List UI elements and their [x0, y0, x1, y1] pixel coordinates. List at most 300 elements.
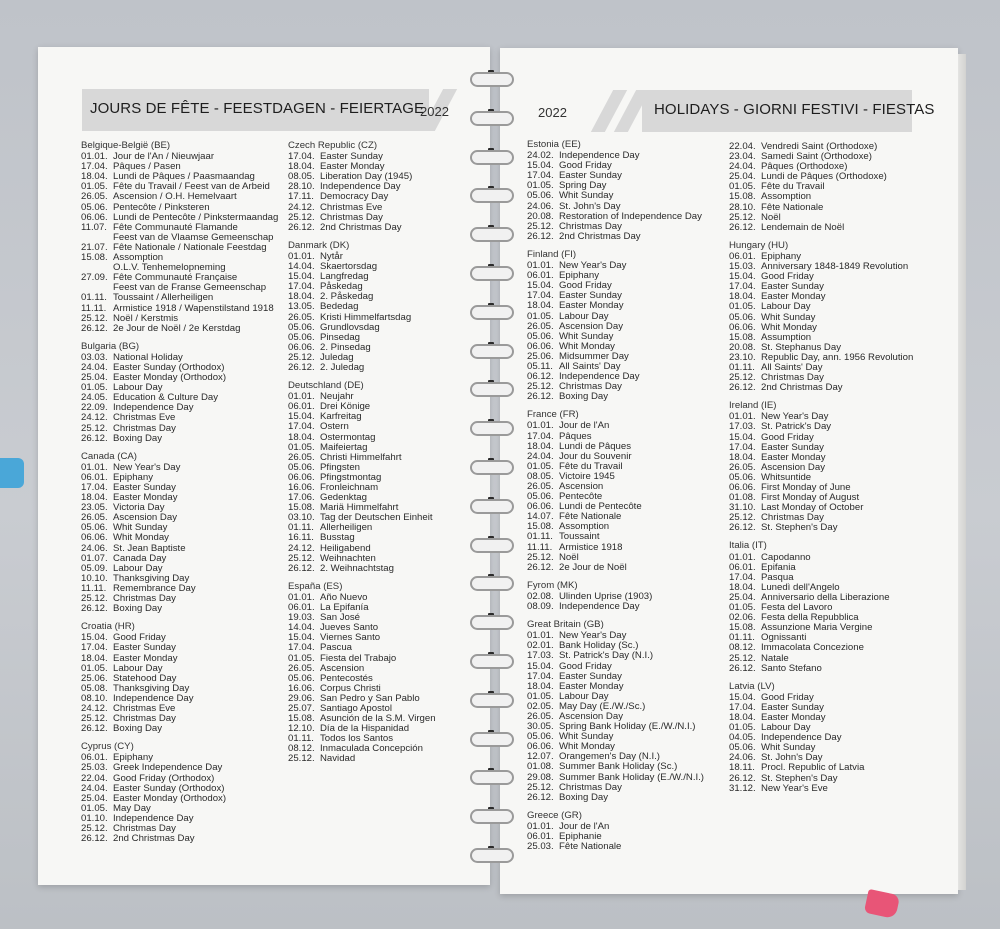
right-page [500, 48, 958, 894]
holiday-name: Toussaint [559, 531, 600, 543]
holiday-name: Christi Himmelfahrt [320, 451, 402, 463]
holiday-name: New Year's Day [761, 411, 829, 423]
holiday-name: Easter Sunday [113, 642, 176, 654]
holiday-name: Boxing Day [559, 391, 609, 403]
holiday-date: 06.06. [729, 321, 756, 333]
holiday-date: 08.09. [527, 601, 554, 613]
holiday-row [288, 754, 488, 764]
holiday-date: 24.05. [81, 392, 108, 404]
holiday-row [288, 302, 488, 312]
holiday-date: 05.08. [81, 682, 108, 694]
holiday-date: 02.06. [729, 612, 756, 624]
holiday-name: Noël / Kerstmis [113, 312, 179, 324]
holiday-name: Whit Sunday [559, 731, 614, 743]
holiday-date: 17.11. [288, 191, 314, 203]
holiday-date: 06.06. [729, 482, 756, 493]
holiday-row [729, 172, 929, 182]
holiday-date: 17.04. [527, 170, 554, 182]
holiday-date: 18.04. [729, 581, 756, 593]
holiday-date: 01.11. [729, 361, 755, 373]
holiday-date: 26.12. [729, 382, 756, 394]
binding-ring [470, 538, 514, 553]
holiday-name: May Day [113, 802, 151, 814]
holiday-name: Thanksgiving Day [113, 572, 190, 584]
holiday-date: 25.12. [729, 512, 756, 524]
binding-ring [470, 421, 514, 436]
holiday-date: 26.12. [81, 603, 108, 615]
holiday-name: Corpus Christi [320, 682, 381, 694]
holiday-date: 01.05. [81, 181, 108, 193]
holiday-name: Good Friday [761, 431, 814, 443]
holiday-name: Inmaculada Concepción [320, 743, 423, 755]
holiday-row [81, 463, 286, 473]
holiday-row [729, 383, 929, 393]
holiday-row [81, 704, 286, 714]
holiday-date: 01.07. [81, 552, 108, 564]
holiday-name: Independence Day [113, 692, 194, 704]
holiday-date: 06.01. [288, 602, 315, 614]
index-tab [0, 458, 24, 488]
holiday-name: Midsummer Day [559, 350, 629, 362]
holiday-row [729, 713, 929, 723]
holiday-name: Christmas Day [761, 372, 824, 384]
holiday-date: 25.12. [81, 713, 108, 725]
holiday-date: 26.12. [81, 723, 108, 735]
holiday-name: Fête Nationale / Nationale Feestdag [113, 241, 267, 253]
country-section [527, 620, 727, 803]
holiday-name: Fête Nationale [559, 841, 622, 853]
binding-ring [470, 848, 514, 863]
country-section [288, 241, 488, 373]
holiday-name: 2nd Christmas Day [559, 230, 641, 242]
holiday-name: Assomption [559, 521, 610, 533]
holiday-name: St. Stephen's Day [761, 772, 838, 784]
holiday-name: Pentecôte [559, 491, 603, 503]
holiday-row [729, 664, 929, 674]
holiday-date: 26.05. [527, 320, 554, 332]
holiday-name: Ascension Day [761, 461, 825, 473]
holiday-name: Greek Independence Day [113, 762, 223, 774]
holiday-date: 06.06. [527, 741, 554, 753]
holiday-row [729, 743, 929, 753]
binding-ring [470, 499, 514, 514]
holiday-row [527, 392, 727, 402]
holiday-name: Independence Day [559, 371, 640, 383]
holiday-name: Lundi de Pâques [559, 440, 632, 452]
holiday-row [288, 252, 488, 262]
holiday-date: 25.12. [527, 220, 554, 232]
holiday-name: St. Jean Baptiste [113, 542, 186, 554]
binding-ring [470, 693, 514, 708]
holiday-date: 05.06. [288, 321, 315, 333]
holiday-date: 01.05. [81, 662, 108, 674]
holiday-date: 27.09. [81, 272, 108, 284]
holiday-name: Fiesta del Trabajo [320, 652, 397, 664]
holiday-date: 17.04. [729, 701, 756, 713]
holiday-name: Summer Bank Holiday (Sc.) [559, 761, 678, 773]
holiday-date: 25.12. [527, 381, 554, 393]
holiday-row [288, 643, 488, 653]
holiday-date: 25.04. [81, 792, 108, 804]
holiday-name: St. Patrick's Day (N.I.) [559, 650, 654, 662]
holiday-name: 2nd Christmas Day [761, 382, 843, 394]
holiday-date: 17.04. [81, 642, 108, 654]
holiday-name: Assomption [761, 191, 812, 203]
holiday-date: 24.02. [527, 150, 554, 162]
binding-ring [470, 809, 514, 824]
holiday-date: 26.12. [81, 833, 108, 845]
holiday-row [81, 503, 286, 513]
holiday-name: Whitsuntide [761, 471, 812, 483]
holiday-row [288, 343, 488, 353]
holiday-date: 08.12. [288, 743, 315, 755]
holiday-date: 22.04. [81, 772, 108, 784]
holiday-name: Canada Day [113, 552, 167, 564]
holiday-name: Armistice 1918 / Wapenstilstand 1918 [113, 302, 274, 314]
holiday-row [288, 613, 488, 623]
holiday-row [288, 323, 488, 333]
holiday-date: 26.12. [729, 772, 756, 784]
holiday-row [288, 152, 488, 162]
holiday-row [729, 223, 929, 233]
holiday-date: 26.12. [81, 322, 108, 334]
holiday-row [527, 602, 727, 612]
holiday-name: Easter Sunday (Orthodox) [113, 361, 225, 373]
holiday-name: Påskedag [320, 281, 363, 293]
holiday-name: Lendemain de Noël [761, 221, 845, 233]
holiday-date: 26.12. [288, 221, 315, 233]
binding-ring [470, 188, 514, 203]
holiday-date: 15.04. [527, 280, 554, 292]
holiday-date: 25.12. [729, 211, 756, 223]
holiday-date: 01.11. [729, 632, 755, 644]
holiday-date: 01.05. [288, 441, 315, 453]
holiday-name: Good Friday [113, 632, 166, 644]
holiday-date: 25.12. [729, 372, 756, 384]
holiday-name: Feest van de Vlaamse Gemeenschap [113, 231, 274, 243]
holiday-date: 25.03. [527, 841, 554, 853]
holiday-name: Assumption [761, 331, 812, 343]
holiday-name: Spring Day [559, 180, 607, 192]
holiday-name: Easter Sunday [761, 281, 824, 293]
holiday-date: 18.04. [288, 291, 315, 303]
holiday-date: 18.11. [729, 762, 755, 774]
holiday-date: 18.04. [527, 300, 554, 312]
holiday-date: 19.03. [288, 612, 315, 624]
holiday-name: Labour Day [761, 722, 811, 734]
holiday-name: Weihnachten [320, 552, 376, 564]
holiday-row [527, 563, 727, 573]
holiday-row [527, 462, 727, 472]
holiday-row [729, 774, 929, 784]
holiday-date: 05.11. [527, 360, 553, 372]
holiday-name: Busstag [320, 532, 355, 544]
holiday-date: 15.08. [729, 331, 756, 343]
holiday-name: Mariä Himmelfahrt [320, 502, 399, 514]
holiday-date: 06.06. [81, 211, 108, 223]
holiday-date: 25.04. [729, 171, 756, 183]
holiday-date: 26.12. [527, 561, 554, 573]
holiday-date: 01.11. [81, 292, 107, 304]
holiday-row [527, 702, 727, 712]
holiday-name: Labour Day [559, 310, 609, 322]
holiday-row [81, 293, 286, 303]
holiday-name: Nytår [320, 250, 343, 262]
holiday-date: 15.04. [288, 411, 315, 423]
holiday-row [527, 332, 727, 342]
binding-ring [470, 344, 514, 359]
holiday-row [527, 382, 727, 392]
holiday-name: Assunzione Maria Vergine [761, 622, 873, 634]
holiday-name: Education & Culture Day [113, 392, 219, 404]
holiday-name: Easter Monday [320, 161, 385, 173]
holiday-date: 17.04. [527, 290, 554, 302]
holiday-date: 26.05. [288, 311, 315, 323]
holiday-date: 01.05. [729, 181, 756, 193]
holiday-row [527, 672, 727, 682]
holiday-date: 06.06. [527, 501, 554, 513]
holiday-name: Epifania [761, 561, 796, 573]
holiday-name: Republic Day, ann. 1956 Revolution [761, 351, 914, 363]
holiday-name: Asunción de la S.M. Virgen [320, 713, 436, 725]
holiday-name: Whit Monday [559, 741, 615, 753]
holiday-row [729, 623, 929, 633]
binding-ring [470, 72, 514, 87]
holiday-name: Fête du Travail [761, 181, 825, 193]
holiday-row [527, 291, 727, 301]
holiday-date: 24.12. [81, 412, 108, 424]
holiday-name: New Year's Day [559, 260, 627, 272]
holiday-date: 02.05. [527, 700, 554, 712]
holiday-date: 01.01. [527, 630, 554, 642]
holiday-row [288, 544, 488, 554]
holiday-row [527, 651, 727, 661]
holiday-name: Heiligabend [320, 542, 371, 554]
holiday-name: Spring Bank Holiday (E./W./N.I.) [559, 721, 696, 733]
holiday-date: 24.04. [81, 782, 108, 794]
holiday-name: Easter Monday [761, 451, 826, 463]
holiday-row [81, 483, 286, 493]
holiday-date: 05.06. [81, 522, 108, 534]
holiday-row [288, 744, 488, 754]
holiday-name: Labour Day [113, 562, 163, 574]
holiday-row [527, 151, 727, 161]
holiday-name: Easter Monday [559, 680, 624, 692]
holiday-date: 06.06. [81, 532, 108, 544]
country-title: Estonia (EE) [527, 139, 581, 150]
holiday-date: 12.10. [288, 723, 315, 735]
holiday-column-2 [288, 141, 488, 765]
holiday-row [288, 473, 488, 483]
holiday-row [527, 822, 727, 832]
holiday-name: Viernes Santo [320, 632, 381, 644]
holiday-row [527, 472, 727, 482]
holiday-name: Easter Sunday [559, 290, 622, 302]
holiday-row [81, 643, 286, 653]
binding-ring [470, 615, 514, 630]
holiday-name: 2. Weihnachtstag [320, 562, 394, 574]
holiday-name: Whit Monday [113, 532, 169, 544]
holiday-date: 15.04. [81, 632, 108, 644]
holiday-name: Christmas Day [113, 823, 176, 834]
holiday-name: La Epifanía [320, 602, 369, 614]
holiday-date: 29.08. [527, 771, 554, 783]
holiday-row [81, 152, 286, 162]
holiday-date: 01.05. [527, 180, 554, 192]
holiday-date: 25.12. [81, 593, 108, 605]
holiday-date: 18.04. [729, 711, 756, 723]
country-section [81, 452, 286, 615]
holiday-name: Jour du Souvenir [559, 450, 632, 462]
holiday-date: 25.12. [288, 552, 315, 564]
holiday-row [527, 301, 727, 311]
holiday-date: 01.05. [729, 602, 756, 614]
binding-ring [470, 460, 514, 475]
holiday-date: 08.05. [288, 171, 315, 183]
holiday-name: Boxing Day [113, 723, 163, 735]
holiday-date: 06.01. [288, 401, 315, 413]
holiday-date: 23.05. [81, 502, 108, 514]
holiday-date: 02.08. [527, 590, 554, 602]
holiday-name: Easter Monday [761, 711, 826, 723]
holiday-row [81, 794, 286, 804]
binding-ring [470, 227, 514, 242]
holiday-date: 18.04. [527, 440, 554, 452]
holiday-row [729, 192, 929, 202]
holiday-name: Pasqua [761, 571, 794, 583]
holiday-date: 26.12. [288, 361, 315, 373]
holiday-row [288, 603, 488, 613]
holiday-row [288, 674, 488, 684]
holiday-name: 2nd Christmas Day [113, 833, 195, 845]
holiday-name: Easter Sunday [559, 170, 622, 182]
binding-ring [470, 111, 514, 126]
holiday-name: First Monday of June [761, 482, 851, 493]
holiday-date: 11.11. [81, 302, 107, 314]
holiday-name: Karfreitag [320, 411, 362, 423]
holiday-name: Jour de l'An [559, 820, 610, 832]
holiday-name: Ognissanti [761, 632, 807, 644]
holiday-name: Easter Monday (Orthodox) [113, 372, 227, 384]
holiday-date: 15.04. [288, 632, 315, 644]
holiday-date: 15.03. [729, 261, 756, 273]
holiday-row [729, 292, 929, 302]
holiday-name: Good Friday [559, 660, 612, 672]
holiday-date: 06.12. [527, 371, 554, 383]
holiday-name: Fête Communauté Française [113, 272, 238, 284]
holiday-name: Grundlovsdag [320, 321, 380, 333]
holiday-name: Vendredi Saint (Orthodoxe) [761, 141, 878, 152]
holiday-row [81, 493, 286, 503]
country-title: Greece (GR) [527, 809, 582, 821]
holiday-name: Fête du Travail / Feest van de Arbeid [113, 181, 270, 193]
country-section [527, 140, 727, 242]
holiday-name: 2nd Christmas Day [320, 221, 402, 233]
holiday-name: Ascension [559, 481, 604, 492]
holiday-row [729, 323, 929, 333]
holiday-name: Boxing Day [559, 791, 609, 803]
holiday-name: Pentecôte / Pinksteren [113, 201, 210, 213]
holiday-row [81, 413, 286, 423]
holiday-row [288, 664, 488, 674]
holiday-date: 24.12. [81, 702, 108, 714]
holiday-name: 2. Pinsedag [320, 341, 371, 353]
holiday-date: 25.06. [81, 672, 108, 684]
holiday-name: Whit Monday [761, 321, 817, 333]
holiday-name: Tag der Deutschen Einheit [320, 512, 433, 524]
holiday-row [288, 654, 488, 664]
holiday-date: 04.05. [729, 732, 756, 744]
holiday-row [527, 281, 727, 291]
holiday-name: St. Stephanus Day [761, 341, 841, 353]
holiday-row [729, 523, 929, 533]
holiday-name: Pascua [320, 642, 352, 654]
holiday-date: 15.08. [527, 521, 554, 533]
holiday-name: Kristi Himmelfartsdag [320, 311, 412, 323]
holiday-date: 06.01. [729, 561, 756, 573]
holiday-row [729, 422, 929, 432]
holiday-name: Easter Monday [113, 492, 178, 504]
holiday-row [288, 333, 488, 343]
holiday-date: 03.10. [288, 512, 315, 524]
holiday-date: 18.04. [288, 161, 315, 173]
holiday-date: 24.06. [527, 200, 554, 212]
holiday-row [288, 564, 488, 574]
holiday-row [288, 623, 488, 633]
holiday-name: Bank Holiday (Sc.) [559, 640, 639, 652]
holiday-name: Lundi de Pentecôte [559, 501, 642, 513]
holiday-date: 06.01. [729, 250, 756, 262]
holiday-date: 26.05. [527, 710, 554, 722]
holiday-name: 2. Juledag [320, 361, 365, 373]
holiday-row [81, 373, 286, 383]
holiday-row [288, 433, 488, 443]
country-section [81, 742, 286, 844]
holiday-date: 24.12. [288, 201, 315, 213]
holiday-row [288, 412, 488, 422]
holiday-name: Independence Day [559, 601, 640, 613]
holiday-name: Ulinden Uprise (1903) [559, 590, 653, 602]
holiday-row [729, 353, 929, 363]
holiday-name: Ascension Day [559, 710, 623, 722]
holiday-name: 2. Påskedag [320, 291, 374, 303]
holiday-row [527, 482, 727, 492]
holiday-date: 17.04. [81, 161, 108, 173]
left-page [38, 47, 490, 885]
holiday-name: Fête du Travail [559, 460, 623, 472]
holiday-date: 17.04. [288, 421, 315, 433]
holiday-name: Easter Monday [113, 652, 178, 664]
holiday-date: 06.06. [527, 340, 554, 352]
holiday-name: First Monday of August [761, 492, 860, 504]
holiday-date: 01.01. [527, 260, 554, 272]
holiday-row [729, 784, 929, 794]
holiday-name: Pâques (Orthodoxe) [761, 161, 848, 173]
holiday-date: 08.05. [527, 470, 554, 482]
holiday-date: 05.06. [729, 742, 756, 754]
holiday-name: Pâques / Pasen [113, 161, 181, 173]
holiday-row [288, 313, 488, 323]
holiday-row [527, 191, 727, 201]
holiday-name: Anniversario della Liberazione [761, 591, 890, 603]
holiday-date: 25.06. [527, 350, 554, 362]
holiday-name: Whit Sunday [559, 330, 614, 342]
holiday-row [81, 654, 286, 664]
holiday-row [729, 654, 929, 664]
holiday-date: 15.04. [288, 271, 315, 283]
holiday-row [81, 664, 286, 674]
holiday-name: Natale [761, 652, 789, 664]
